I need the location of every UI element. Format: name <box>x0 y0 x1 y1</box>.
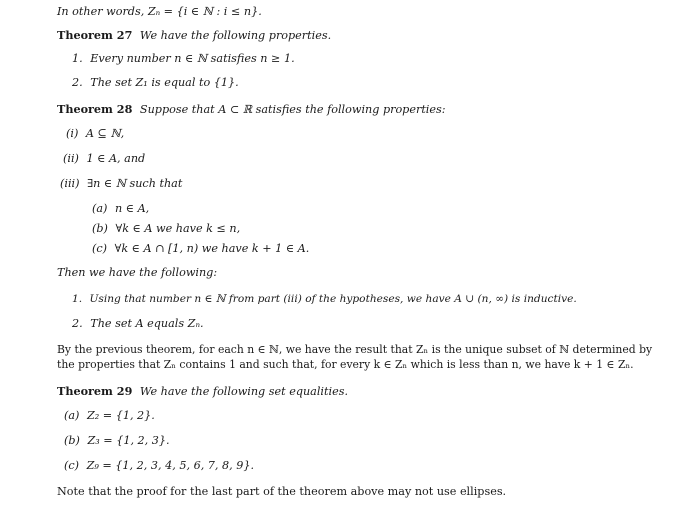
subitem-text: ∀k ∈ A ∩ [1, n) we have k + 1 ∈ A. <box>114 242 310 255</box>
theorem-28-subitem-b <box>92 222 240 236</box>
theorem-28-heading <box>57 102 446 117</box>
item-text: Z₉ = {1, 2, 3, 4, 5, 6, 7, 8, 9}. <box>86 459 255 472</box>
theorem-28-item-ii <box>63 152 145 166</box>
item-text: ∃n ∈ ℕ such that <box>87 177 183 190</box>
item-marker: (a) <box>64 409 80 422</box>
item-text: Z₃ = {1, 2, 3}. <box>87 434 170 447</box>
subitem-text: ∀k ∈ A we have k ≤ n, <box>115 222 241 235</box>
closing-note: Note that the proof for the last part of the theorem above may not use ellipses. <box>57 485 507 498</box>
item-marker: 1. <box>72 52 83 65</box>
theorem-27-heading <box>57 28 331 43</box>
theorem-28-subitem-a <box>92 202 149 216</box>
item-text: The set Z₁ is equal to {1}. <box>90 76 239 89</box>
theorem-28-label: Theorem 28 <box>57 102 133 116</box>
theorem-28-conclusion-1 <box>72 292 577 306</box>
item-marker: (iii) <box>60 177 80 190</box>
item-text: A ⊆ ℕ, <box>85 127 125 140</box>
item-text: Z₂ = {1, 2}. <box>86 409 155 422</box>
item-marker: (i) <box>66 127 79 140</box>
theorem-28-item-iii <box>60 177 182 191</box>
theorem-27-label: Theorem 27 <box>57 28 133 42</box>
item-marker: (c) <box>64 459 79 472</box>
theorem-28-subitem-c <box>92 242 309 256</box>
paragraph-line-2: the properties that Zₙ contains 1 and such that, for every k ∈ Zₙ which is less than n, we have k + 1 ∈ Zₙ. <box>57 358 634 371</box>
subitem-text: n ∈ A, <box>114 202 150 215</box>
theorem-29-item-b <box>64 434 170 448</box>
item-text: Using that number n ∈ ℕ from part (iii) of the hypotheses, we have A ∪ (n, ∞) is inductive. <box>89 293 577 305</box>
theorem-29-label: Theorem 29 <box>57 384 133 398</box>
item-marker: 2. <box>72 317 83 330</box>
theorem-29-heading <box>57 384 348 399</box>
theorem-28-then: Then we have the following: <box>57 266 218 279</box>
paragraph-line-1: By the previous theorem, for each n ∈ ℕ, we have the result that Zₙ is the unique subset of ℕ determined by <box>57 343 653 356</box>
theorem-27-statement: We have the following properties. <box>139 29 332 42</box>
theorem-27-item-2 <box>72 76 239 90</box>
item-text: 1 ∈ A, and <box>86 152 146 165</box>
theorem-27-item-1 <box>72 52 295 66</box>
subitem-marker: (c) <box>92 242 107 255</box>
item-marker: 2. <box>72 76 83 89</box>
theorem-28-item-i <box>66 127 124 141</box>
subitem-marker: (a) <box>92 202 108 215</box>
theorem-28-statement: Suppose that A ⊂ ℝ satisfies the following properties: <box>139 103 446 116</box>
subitem-marker: (b) <box>92 222 108 235</box>
theorem-29-item-c <box>64 459 254 473</box>
theorem-29-item-a <box>64 409 155 423</box>
item-marker: (ii) <box>63 152 79 165</box>
intro-line: In other words, Zₙ = {i ∈ ℕ : i ≤ n}. <box>57 5 262 18</box>
theorem-28-conclusion-2 <box>72 317 204 331</box>
theorem-29-statement: We have the following set equalities. <box>139 385 348 398</box>
item-text: The set A equals Zₙ. <box>90 317 204 330</box>
item-marker: (b) <box>64 434 80 447</box>
item-marker: 1. <box>72 293 83 305</box>
item-text: Every number n ∈ ℕ satisfies n ≥ 1. <box>90 52 295 65</box>
